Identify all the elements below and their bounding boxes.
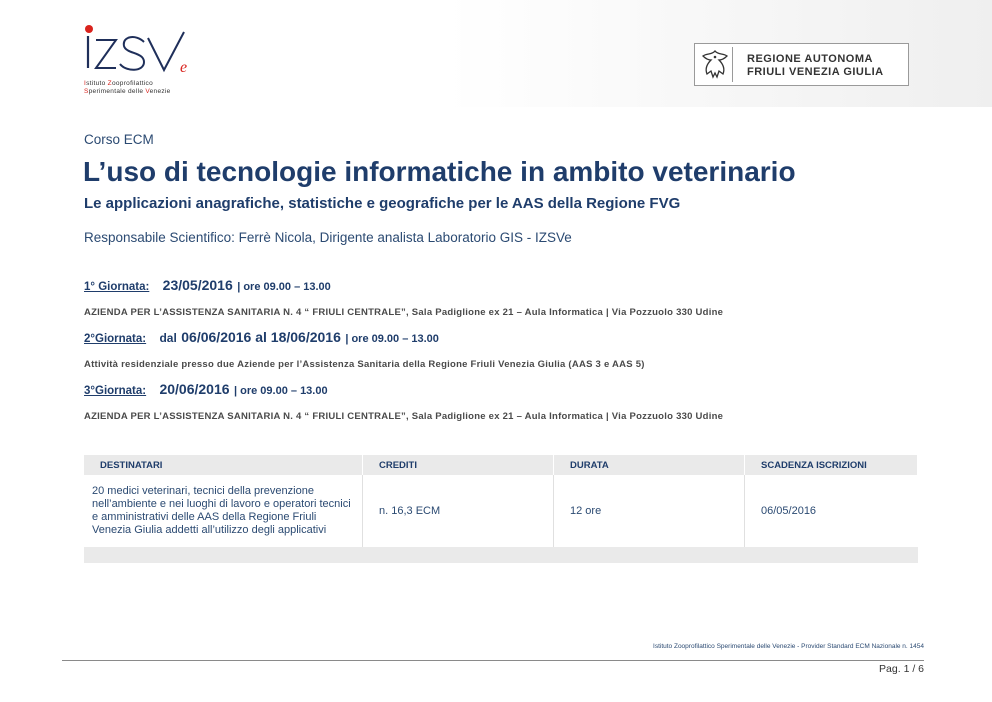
day-1-location: AZIENDA PER L’ASSISTENZA SANITARIA N. 4 “ FRIULI CENTRALE”, Sala Padiglione ex 21 – Aula Informatica | Via Pozzuolo 330 Udine [84,307,724,318]
region-name-line2: FRIULI VENEZIA GIULIA [747,66,884,78]
logo-text-fragment: ooprofilattico [111,80,154,87]
izsve-logo-text-line1 [84,80,153,87]
logo-text-fragment: I [84,80,87,87]
svg-text:e: e [180,59,188,76]
header-destinatari: DESTINATARI [84,455,363,475]
table-spacer-cell [84,547,918,563]
cell-destinatari: 20 medici veterinari, tecnici della prevenzione nell’ambiente e nei luoghi di lavoro e operatori tecnici e amministrativi delle AAS della Regione Friuli Venezia Giulia addetti all’utilizzo degli applicativi [84,475,363,547]
course-subtitle: Le applicazioni anagrafiche, statistiche e geografiche per le AAS della Regione FVG [84,195,681,212]
izsve-logo-text-line2 [84,88,171,95]
region-name-line1: REGIONE AUTONOMA [747,53,873,65]
day-3-heading [84,381,328,399]
day-label: 2°Giornata: [84,333,147,345]
izsve-logo [82,22,202,100]
course-title: L’uso di tecnologie informatiche in ambito veterinario [83,156,796,187]
logo-text-fragment: Z [107,80,112,87]
eagle-icon [698,47,733,82]
logo-text-fragment: perimentale delle [88,88,146,95]
cell-crediti: n. 16,3 ECM [363,475,554,547]
day-3-location: AZIENDA PER L’ASSISTENZA SANITARIA N. 4 “ FRIULI CENTRALE”, Sala Padiglione ex 21 – Aula Informatica | Via Pozzuolo 330 Udine [84,411,724,422]
header-crediti: CREDITI [363,455,554,475]
header-durata: DURATA [554,455,745,475]
cell-durata: 12 ore [554,475,745,547]
day-label: 1° Giornata: [84,281,150,293]
table-row [84,475,918,547]
day-date-prefix: dal [159,331,177,345]
course-kicker: Corso ECM [84,132,154,147]
day-hours: | ore 09.00 – 13.00 [234,385,328,397]
logo-text-fragment: V [145,88,150,95]
participants-table [84,455,918,563]
region-fvg-logo [694,43,909,86]
day-2-location: Attività residenziale presso due Aziende per l’Assistenza Sanitaria della Regione Friuli Venezia Giulia (AAS 3 e AAS 5) [84,359,645,370]
table-header-row [84,455,918,475]
logo-text-fragment: enezie [149,88,171,95]
day-1-heading [84,277,331,295]
day-hours: | ore 09.00 – 13.00 [345,333,439,345]
day-date: 06/06/2016 al 18/06/2016 [181,329,341,345]
scientific-responsible: Responsabile Scientifico: Ferrè Nicola, Dirigente analista Laboratorio GIS - IZSVe [84,230,572,245]
izsve-logo-mark [82,22,202,78]
table-spacer-row [84,547,918,563]
day-2-heading [84,329,439,347]
logo-text-fragment: S [84,88,89,95]
day-date: 20/06/2016 [159,381,230,397]
day-date: 23/05/2016 [162,277,233,293]
cell-scadenza: 06/05/2016 [761,505,817,517]
logo-text-fragment: stituto [86,80,108,87]
footer-divider [62,660,924,661]
day-hours: | ore 09.00 – 13.00 [237,281,331,293]
day-label: 3°Giornata: [84,385,147,397]
header-scadenza: SCADENZA ISCRIZIONI [745,455,918,475]
footer-provider-note: Istituto Zooprofilattico Sperimentale delle Venezie - Provider Standard ECM Nazionale n. 1454 [653,643,924,650]
page-number: Pag. 1 / 6 [879,663,924,675]
